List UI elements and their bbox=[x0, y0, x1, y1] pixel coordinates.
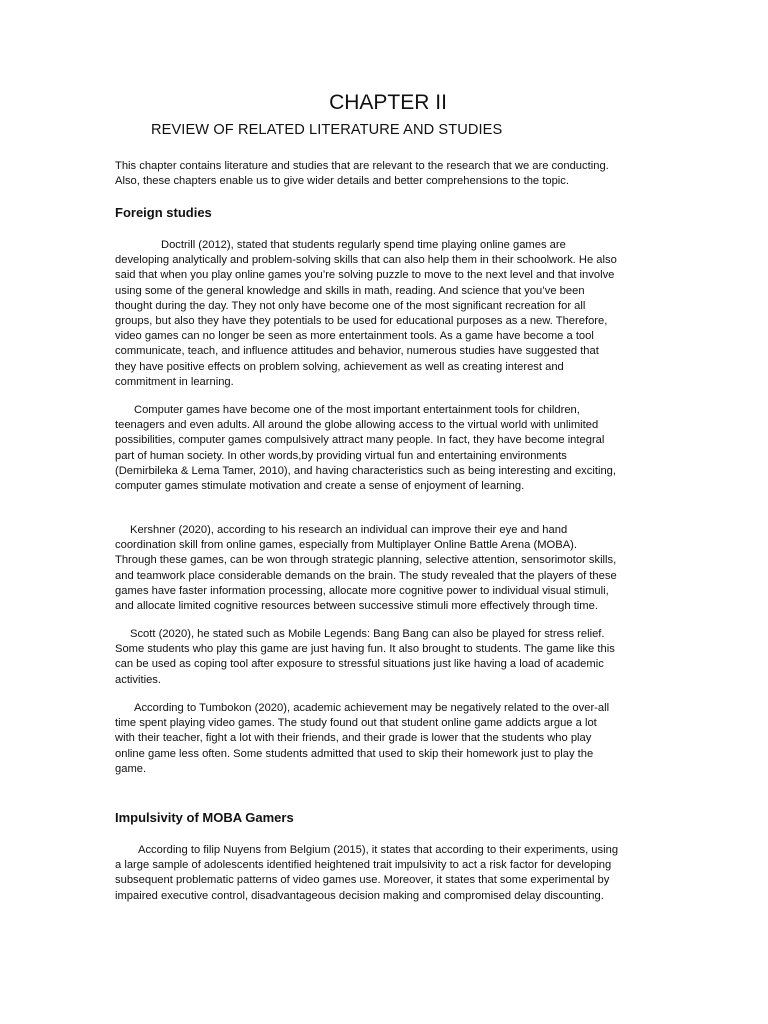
text-line: teenagers and even adults. All around the globe allowing access to the virtual world with unlimited bbox=[115, 419, 599, 432]
text-line: groups, but also they have they potentials to be used for educational purposes as a new. Therefore, bbox=[115, 315, 608, 328]
text-line: communicate, teach, and influence attitudes and behavior, numerous studies have suggested that bbox=[115, 345, 599, 358]
text-line: Through these games, can be won through strategic planning, selective attention, sensorimotor skills, bbox=[115, 554, 617, 567]
text-line: commitment in learning. bbox=[115, 375, 234, 388]
text-line: and teamwork place considerable demands on the brain. The study revealed that the players of these bbox=[115, 569, 617, 582]
foreign-studies-heading: Foreign studies bbox=[115, 205, 212, 220]
text-line: According to Tumbokon (2020), academic achievement may be negatively related to the over-all bbox=[134, 702, 610, 714]
text-line: and allocate limited cognitive resources between successive stimuli more effectively through time. bbox=[115, 600, 598, 613]
intro-paragraph bbox=[115, 159, 655, 189]
text-line: time spent playing video games. The study found out that student online game addicts argue a lot bbox=[115, 717, 597, 730]
text-line: Some students who play this game are just having fun. It also brought to students. The game like this bbox=[115, 643, 615, 656]
text-line: activities. bbox=[115, 673, 162, 686]
text-line: computer games stimulate motivation and create a sense of enjoyment of learning. bbox=[115, 480, 525, 493]
text-line: impaired executive control, disadvantageous decision making and compromised delay discounting. bbox=[115, 889, 604, 902]
text-line: Also, these chapters enable us to give wider details and better comprehensions to the topic. bbox=[115, 175, 569, 188]
text-line: This chapter contains literature and studies that are relevant to the research that we are conducting. bbox=[115, 160, 609, 172]
doctrill-paragraph bbox=[115, 238, 655, 390]
text-line: game. bbox=[115, 762, 147, 775]
text-line: part of human society. In other words,by providing virtual fun and entertaining environments bbox=[115, 449, 567, 462]
text-line: Kershner (2020), according to his research an individual can improve their eye and hand bbox=[130, 524, 568, 536]
text-line: Scott (2020), he stated such as Mobile Legends: Bang Bang can also be played for stress relief. bbox=[130, 628, 605, 640]
tumbokon-paragraph bbox=[115, 701, 655, 777]
text-line: online game less often. Some students admitted that used to skip their homework just to play the bbox=[115, 747, 594, 760]
chapter-subtitle: REVIEW OF RELATED LITERATURE AND STUDIES bbox=[151, 122, 503, 138]
text-line: coordination skill from online games, especially from Multiplayer Online Battle Arena (MOBA). bbox=[115, 539, 577, 552]
text-line: developing analytically and problem-solving skills that can also help them in their schoolwork. He also bbox=[115, 254, 617, 267]
text-line: video games can no longer be seen as more entertainment tools. As a game have become a tool bbox=[115, 330, 594, 343]
text-line: games have faster information processing, allocate more cognitive power to individual visual stimuli, bbox=[115, 584, 609, 597]
nuyens-paragraph bbox=[115, 843, 655, 904]
text-line: can be used as coping tool after exposure to stressful situations just like having a load of academic bbox=[115, 658, 604, 671]
computer-games-paragraph bbox=[115, 403, 655, 494]
text-line: thought during the day. They not only have become one of the most significant recreation for all bbox=[115, 299, 586, 312]
text-line: (Demirbileka & Lema Tamer, 2010), and having characteristics such as being interesting and exciting, bbox=[115, 464, 617, 477]
text-line: using some of the general knowledge and skills in math, reading. And science that you’ve been bbox=[115, 284, 585, 297]
text-line: they have positive effects on problem solving, achievement as well as creating interest and bbox=[115, 360, 564, 373]
kershner-paragraph bbox=[115, 523, 655, 614]
chapter-title: CHAPTER II bbox=[329, 91, 447, 114]
text-line: a large sample of adolescents identified heightened trait impulsivity to act a risk factor for developing bbox=[115, 859, 612, 872]
text-line: said that when you play online games you’re solving puzzle to move to the next level and that involve bbox=[115, 269, 615, 282]
impulsivity-heading: Impulsivity of MOBA Gamers bbox=[115, 810, 294, 825]
text-line: subsequent problematic patterns of video games use. Moreover, it states that some experimental by bbox=[115, 874, 610, 887]
text-line: with their teacher, fight a lot with their friends, and their grade is lower that the students who play bbox=[115, 732, 592, 745]
text-line: According to filip Nuyens from Belgium (2015), it states that according to their experiments, using bbox=[138, 844, 619, 856]
text-line: possibilities, computer games compulsively attract many people. In fact, they have become integral bbox=[115, 434, 605, 447]
scott-paragraph bbox=[115, 627, 655, 688]
text-line: Doctrill (2012), stated that students regularly spend time playing online games are bbox=[161, 239, 566, 251]
text-line: Computer games have become one of the most important entertainment tools for children, bbox=[134, 404, 580, 416]
